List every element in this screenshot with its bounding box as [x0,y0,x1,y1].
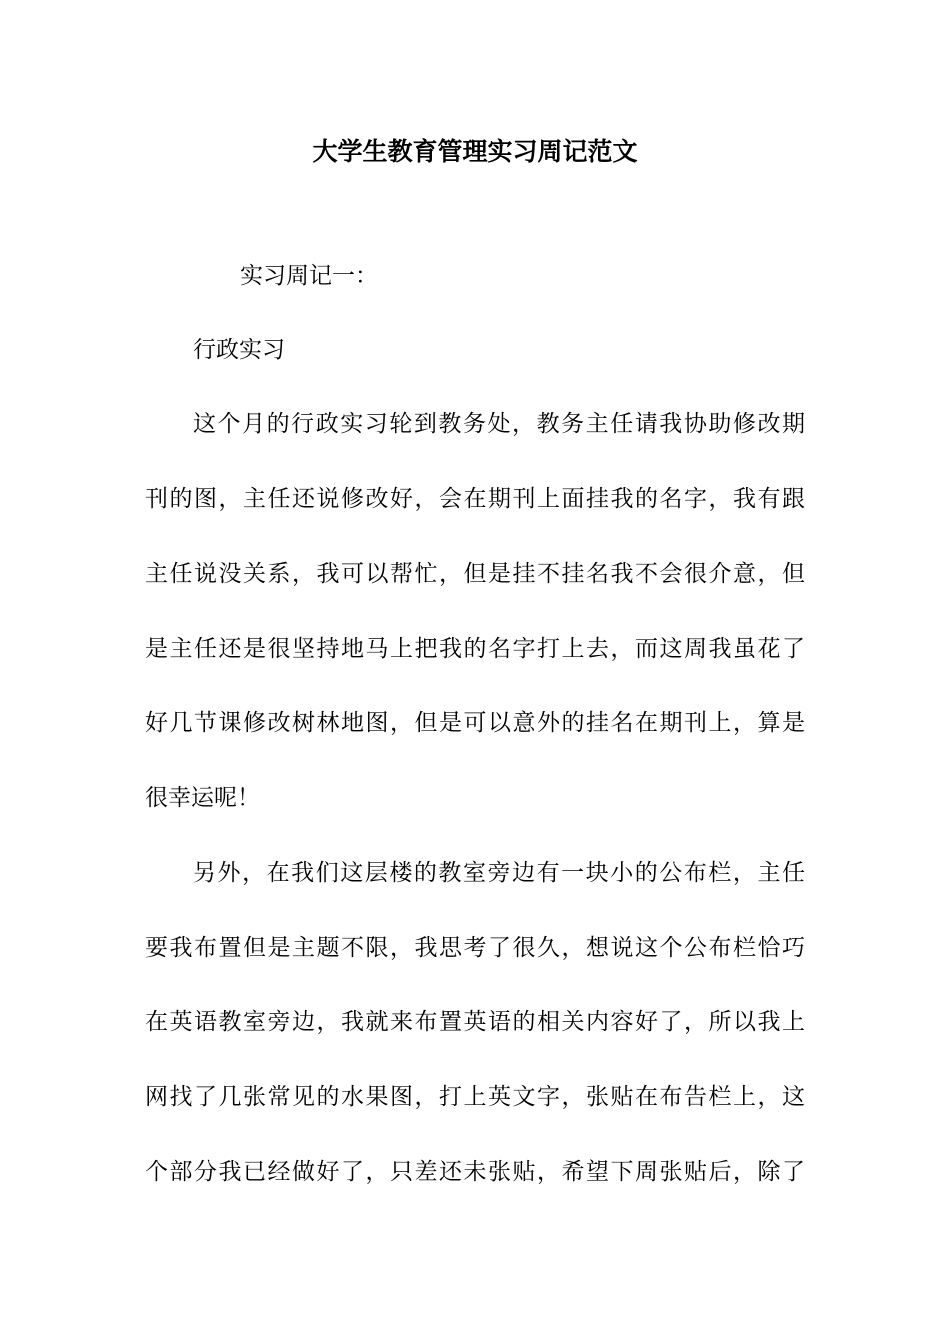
paragraph-1-line-1: 这个月的行政实习轮到教务处，教务主任请我协助修改期 [193,411,805,437]
paragraph-2-line-2: 要我布置但是主题不限，我思考了很久，想说这个公布栏恰巧 [145,935,805,961]
document-title: 大学生教育管理实习周记范文 [312,137,638,166]
paragraph-1-line-6: 很幸运呢！ [145,785,260,811]
paragraph-1-line-4: 是主任还是很坚持地马上把我的名字打上去，而这周我虽花了 [145,636,805,662]
paragraph-1-line-2: 刊的图，主任还说修改好，会在期刊上面挂我的名字，我有跟 [145,486,805,512]
paragraph-1-line-5: 好几节课修改树林地图，但是可以意外的挂名在期刊上，算是 [145,710,805,736]
paragraph-2-line-3: 在英语教室旁边，我就来布置英语的相关内容好了，所以我上 [145,1009,805,1035]
section-heading: 实习周记一： [240,263,378,289]
paragraph-2-line-1: 另外，在我们这层楼的教室旁边有一块小的公布栏，主任 [193,860,805,886]
paragraph-2-line-5: 个部分我已经做好了，只差还未张贴，希望下周张贴后，除了 [145,1159,805,1185]
subheading: 行政实习 [193,337,285,363]
paragraph-2-line-4: 网找了几张常见的水果图，打上英文字，张贴在布告栏上，这 [145,1084,805,1110]
paragraph-1-line-3: 主任说没关系，我可以帮忙，但是挂不挂名我不会很介意，但 [145,561,805,587]
